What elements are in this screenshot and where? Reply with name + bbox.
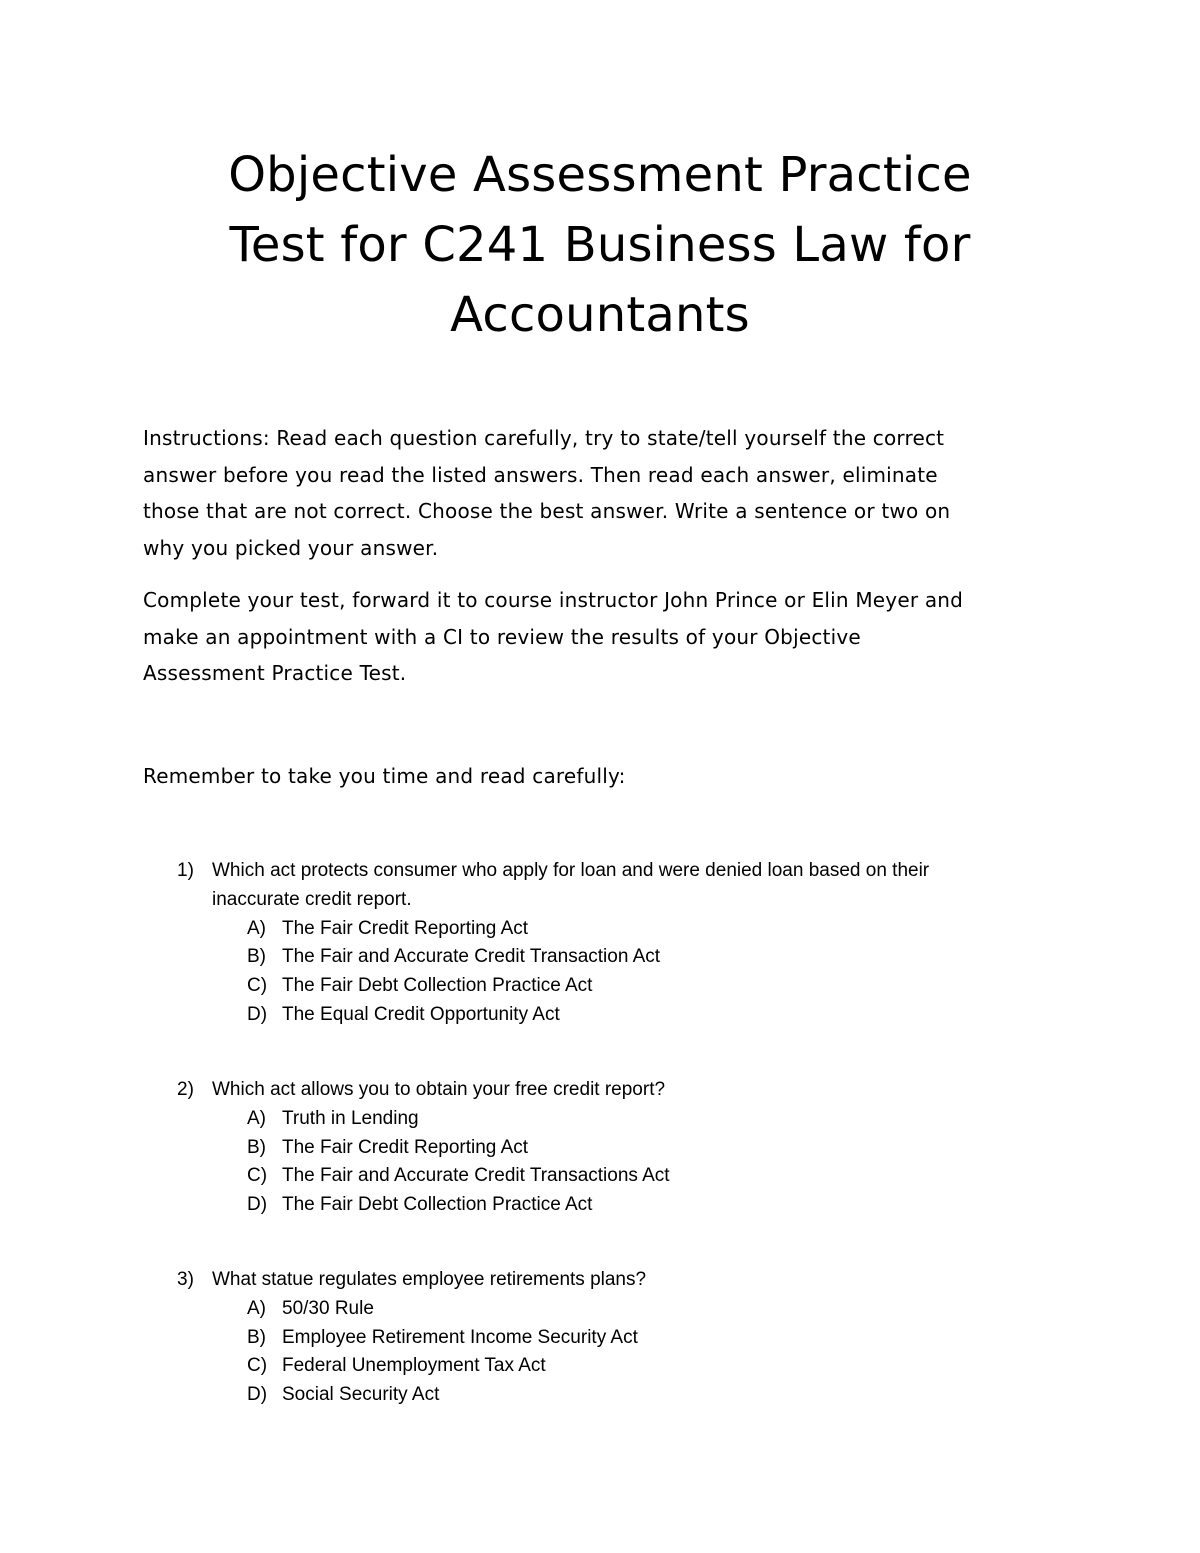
question-line: Which act allows you to obtain your free credit report? [212, 1079, 666, 1100]
question-text [212, 1076, 1052, 1105]
option-label: D) [247, 1194, 268, 1216]
submission-line: Assessment Practice Test. [143, 661, 407, 685]
option-label: B) [247, 946, 266, 968]
submission-line: Complete your test, forward it to course instructor John Prince or Elin Meyer and [143, 588, 964, 612]
option-text: Truth in Lending [282, 1107, 419, 1129]
question-text [212, 857, 1052, 915]
option-label: D) [247, 1384, 268, 1406]
option-text: Federal Unemployment Tax Act [282, 1355, 546, 1377]
page-title [140, 140, 1060, 350]
instructions-line: those that are not correct. Choose the best answer. Write a sentence or two on [143, 499, 951, 523]
question-number: 2) [177, 1079, 194, 1100]
option-label: C) [247, 1355, 268, 1377]
reminder-text: Remember to take you time and read carefully: [143, 764, 626, 788]
option-text: The Fair and Accurate Credit Transactions Act [282, 1165, 670, 1187]
option-label: A) [247, 1107, 266, 1129]
option-label: A) [247, 1297, 266, 1319]
option-text: The Fair Credit Reporting Act [282, 1136, 529, 1158]
option-text: The Equal Credit Opportunity Act [282, 1004, 560, 1025]
submission-line: make an appointment with a CI to review the results of your Objective [143, 624, 861, 649]
instructions-paragraph [143, 420, 1103, 566]
question-text [212, 1266, 1052, 1295]
submission-paragraph [143, 582, 1103, 692]
instructions-line: why you picked your answer. [143, 535, 439, 560]
option-text: The Fair Credit Reporting Act [282, 917, 529, 939]
title-line: Test for C241 Business Law for [229, 217, 971, 273]
option-label: B) [247, 1326, 266, 1348]
question-line: What statue regulates employee retirements plans? [212, 1269, 647, 1290]
option-text: The Fair Debt Collection Practice Act [282, 1194, 593, 1216]
option-text: 50/30 Rule [282, 1297, 374, 1319]
option-label: D) [247, 1004, 268, 1025]
question-number: 3) [177, 1269, 194, 1290]
option-label: C) [247, 1165, 268, 1187]
question-line: Which act protects consumer who apply for loan and were denied loan based on their [212, 860, 930, 881]
question-line: inaccurate credit report. [212, 888, 412, 910]
option-label: C) [247, 975, 268, 997]
instructions-line: answer before you read the listed answers. Then read each answer, eliminate [143, 462, 938, 487]
option-text: Social Security Act [282, 1384, 440, 1406]
instructions-line: Instructions: Read each question carefully, try to state/tell yourself the correct [143, 426, 945, 450]
title-line: Accountants [450, 287, 750, 343]
option-text: Employee Retirement Income Security Act [282, 1326, 638, 1348]
option-label: B) [247, 1136, 266, 1158]
option-text: The Fair and Accurate Credit Transaction Act [282, 946, 661, 968]
question-number: 1) [177, 860, 194, 881]
option-label: A) [247, 917, 266, 939]
option-text: The Fair Debt Collection Practice Act [282, 975, 593, 997]
title-line: Objective Assessment Practice [228, 147, 972, 203]
